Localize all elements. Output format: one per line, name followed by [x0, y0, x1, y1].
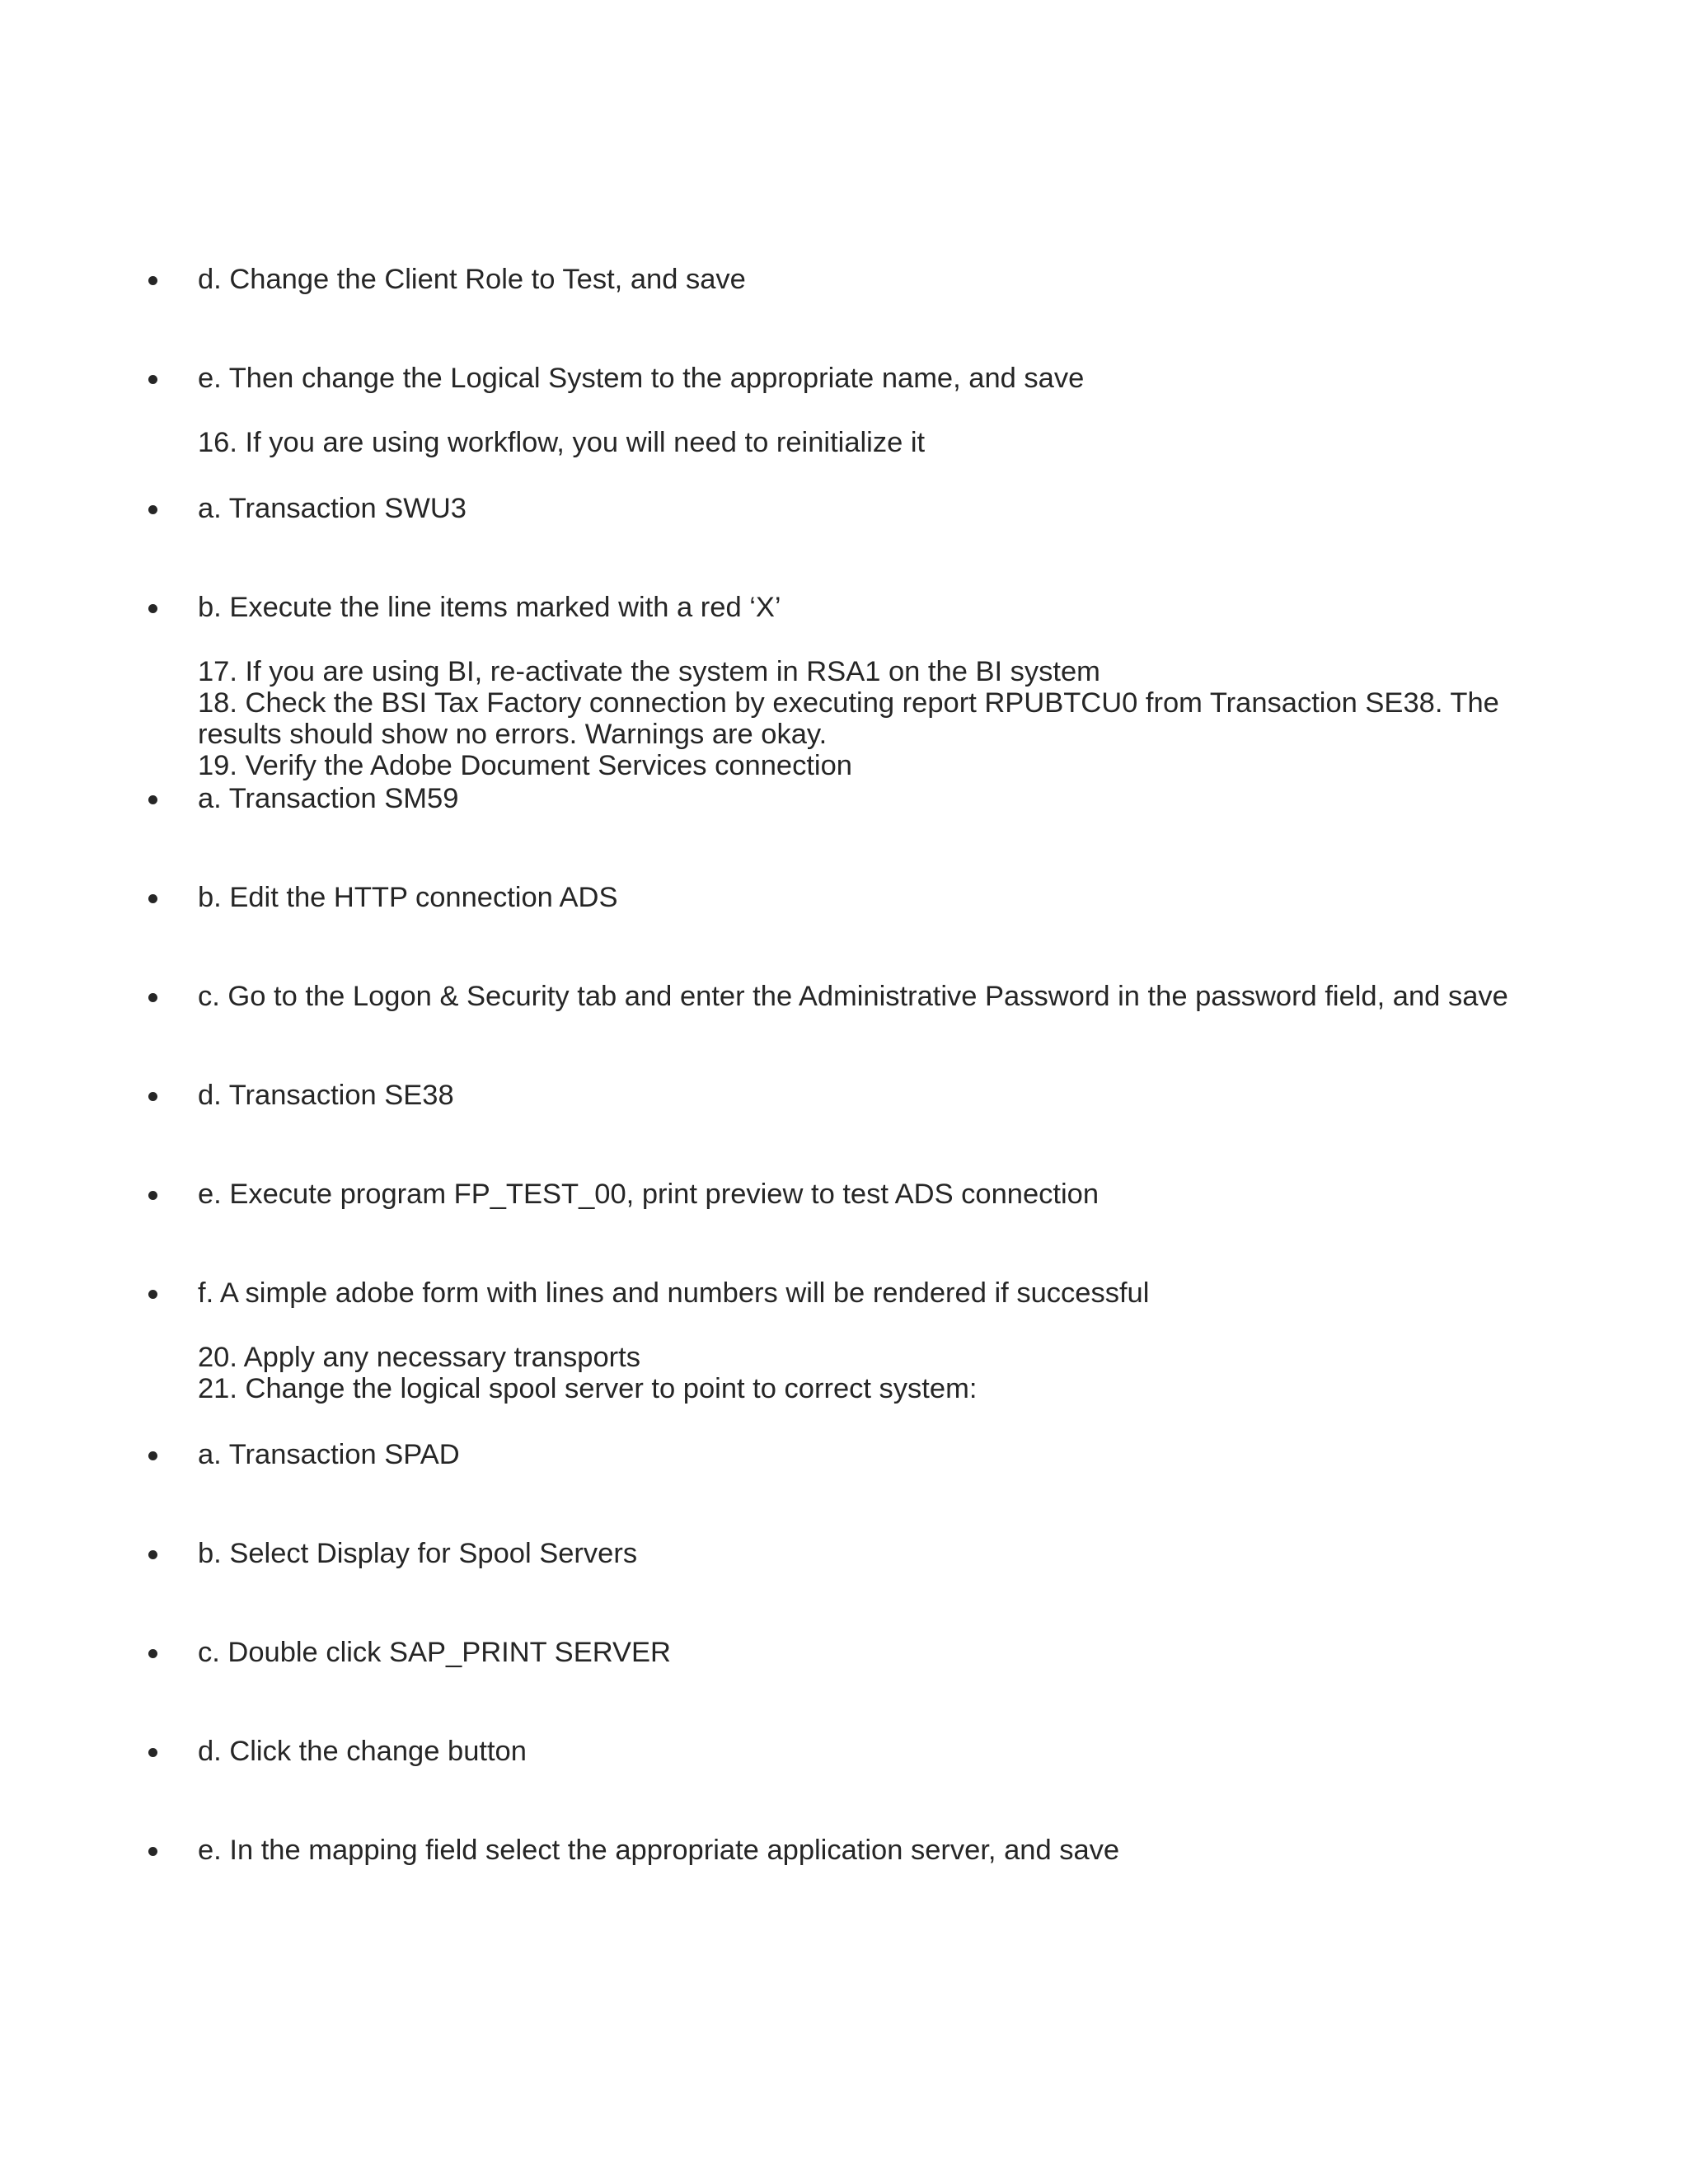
list-item: b. Edit the HTTP connection ADS [198, 882, 618, 913]
list-item: c. Go to the Logon & Security tab and enter the Administrative Password in the password field, and save [198, 981, 1508, 1012]
bullet-icon [148, 1550, 157, 1559]
bullet-icon [148, 604, 157, 613]
list-item: a. Transaction SM59 [198, 783, 459, 814]
list-item: d. Click the change button [198, 1736, 527, 1767]
list-item: a. Transaction SPAD [198, 1439, 460, 1470]
paragraph-line: 20. Apply any necessary transports [198, 1342, 640, 1373]
paragraph-line: results should show no errors. Warnings are okay. [198, 719, 828, 750]
bullet-icon [148, 1649, 157, 1658]
list-item: d. Transaction SE38 [198, 1080, 454, 1111]
paragraph-line: 17. If you are using BI, re-activate the system in RSA1 on the BI system [198, 656, 1100, 687]
bullet-icon [148, 1451, 157, 1460]
bullet-icon [148, 993, 157, 1002]
list-item: a. Transaction SWU3 [198, 493, 467, 524]
bullet-icon [148, 1191, 157, 1200]
list-item: e. Execute program FP_TEST_00, print preview to test ADS connection [198, 1179, 1100, 1210]
list-item: e. In the mapping field select the appropriate application server, and save [198, 1835, 1120, 1866]
bullet-icon [148, 276, 157, 285]
list-item: c. Double click SAP_PRINT SERVER [198, 1637, 671, 1668]
bullet-icon [148, 375, 157, 384]
bullet-icon [148, 505, 157, 514]
paragraph-line: 19. Verify the Adobe Document Services connection [198, 750, 852, 781]
paragraph-line: 18. Check the BSI Tax Factory connection by executing report RPUBTCU0 from Transaction SE38. The [198, 687, 1499, 719]
bullet-icon [148, 795, 157, 804]
bullet-icon [148, 1748, 157, 1757]
paragraph-line: 16. If you are using workflow, you will need to reinitialize it [198, 427, 926, 458]
bullet-icon [148, 1847, 157, 1856]
bullet-icon [148, 894, 157, 903]
list-item: b. Execute the line items marked with a red ‘X’ [198, 592, 781, 623]
paragraph-line: 21. Change the logical spool server to point to correct system: [198, 1373, 978, 1404]
bullet-icon [148, 1290, 157, 1299]
list-item: f. A simple adobe form with lines and numbers will be rendered if successful [198, 1277, 1150, 1309]
bullet-icon [148, 1092, 157, 1101]
list-item: d. Change the Client Role to Test, and save [198, 264, 746, 295]
list-item: e. Then change the Logical System to the appropriate name, and save [198, 363, 1085, 394]
list-item: b. Select Display for Spool Servers [198, 1538, 638, 1569]
